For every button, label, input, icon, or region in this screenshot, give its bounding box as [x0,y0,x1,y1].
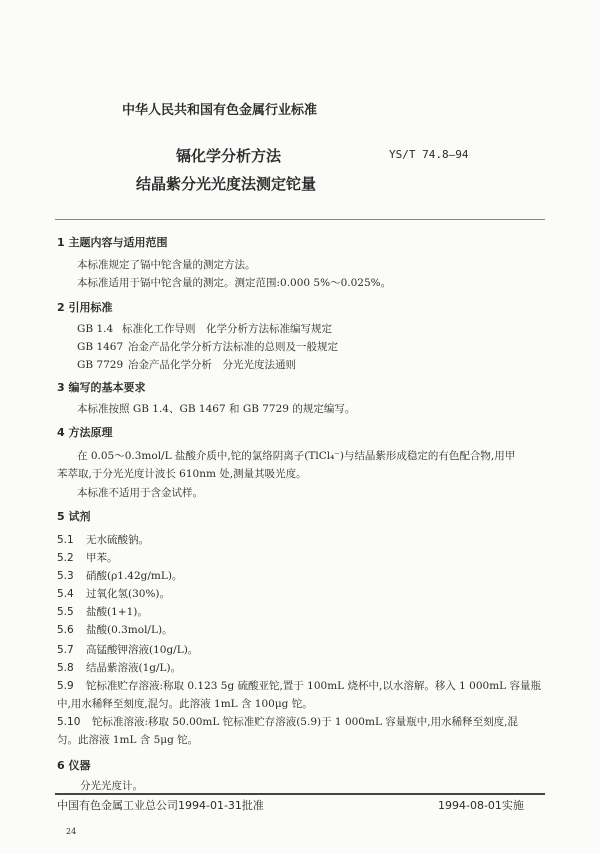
reagent-text: 结晶紫溶液(1g/L)。 [86,662,182,674]
reagent-text: 甲苯。 [86,552,118,564]
org-standard-heading: 中华人民共和国有色金属行业标准 [122,103,318,118]
paragraph: 本标准按照 GB 1.4、GB 1467 和 GB 7729 的规定编写。 [77,403,356,415]
reagent-number: 5.1 [57,534,74,546]
reagent-text-continued: 匀。此溶液 1mL 含 5μg 铊。 [57,734,199,746]
standard-code: YS/T 74.8—94 [389,148,469,161]
footer-divider [55,793,545,795]
reagent-text: 过氧化氢(30%)。 [86,588,171,600]
section-heading: 1 主题内容与适用范围 [57,236,168,249]
ref-code: GB 1.4 [77,323,114,335]
effective-date: 1994-08-01实施 [438,799,524,812]
reagent-number: 5.4 [57,588,74,600]
ref-code: GB 1467 [77,341,124,353]
section-heading: 5 试剂 [57,510,91,523]
doc-title-line1: 镉化学分析方法 [176,147,282,165]
paragraph: 本标准不适用于含金试样。 [77,487,203,499]
doc-title-line2: 结晶紫分光光度法测定铊量 [136,175,317,193]
section-heading: 2 引用标准 [57,301,113,314]
reagent-number: 5.9 [57,680,74,692]
reagent-number: 5.5 [57,606,74,618]
approval-note: 中国有色金属工业总公司1994-01-31批准 [57,799,264,812]
paragraph: 分光光度计。 [80,780,143,792]
reagent-text: 盐酸(1+1)。 [86,606,148,618]
section-heading: 3 编写的基本要求 [57,381,146,394]
ref-code: GB 7729 [77,359,124,371]
reagent-number: 5.3 [57,570,74,582]
reagent-text: 盐酸(0.3mol/L)。 [86,624,173,636]
reagent-number: 5.8 [57,662,74,674]
section-heading: 4 方法原理 [57,426,113,439]
title-divider [55,219,545,220]
paragraph: 本标准规定了镉中铊含量的测定方法。 [77,259,256,271]
reagent-text: 铊标准溶液:移取 50.00mL 铊标准贮存溶液(5.9)于 1 000mL 容量瓶中,用水稀释至刻度,混 [92,716,518,728]
ref-title: 冶金产品化学分析方法标准的总则及一般规定 [128,341,338,353]
ref-title: 冶金产品化学分析 分光光度法通则 [128,359,296,371]
reagent-text: 高锰酸钾溶液(10g/L)。 [86,644,199,656]
section-heading: 6 仪器 [57,759,91,772]
paragraph: 苯萃取,于分光光度计波长 610nm 处,测量其吸光度。 [57,468,307,480]
paragraph: 本标准适用于镉中铊含量的测定。测定范围:0.000 5%～0.025%。 [77,277,392,289]
paragraph: 在 0.05～0.3mol/L 盐酸介质中,铊的氯络阴离子(TlCl₄⁻)与结晶紫形成稳定的有色配合物,用甲 [77,450,516,462]
reagent-number: 5.7 [57,644,74,656]
reagent-text: 硝酸(ρ1.42g/mL)。 [86,570,183,582]
ref-title: 标准化工作导则 化学分析方法标准编写规定 [122,323,332,335]
reagent-number: 5.6 [57,624,74,636]
reagent-number: 5.10 [57,716,81,728]
reagent-text-continued: 中,用水稀释至刻度,混匀。此溶液 1mL 含 100μg 铊。 [57,698,313,710]
reagent-text: 无水硫酸钠。 [86,534,149,546]
reagent-number: 5.2 [57,552,74,564]
reagent-text: 铊标准贮存溶液:称取 0.123 5g 硫酸亚铊,置于 100mL 烧杯中,以水溶解。移入 1 000mL 容量瓶 [86,680,541,692]
page-number: 24 [66,827,77,836]
